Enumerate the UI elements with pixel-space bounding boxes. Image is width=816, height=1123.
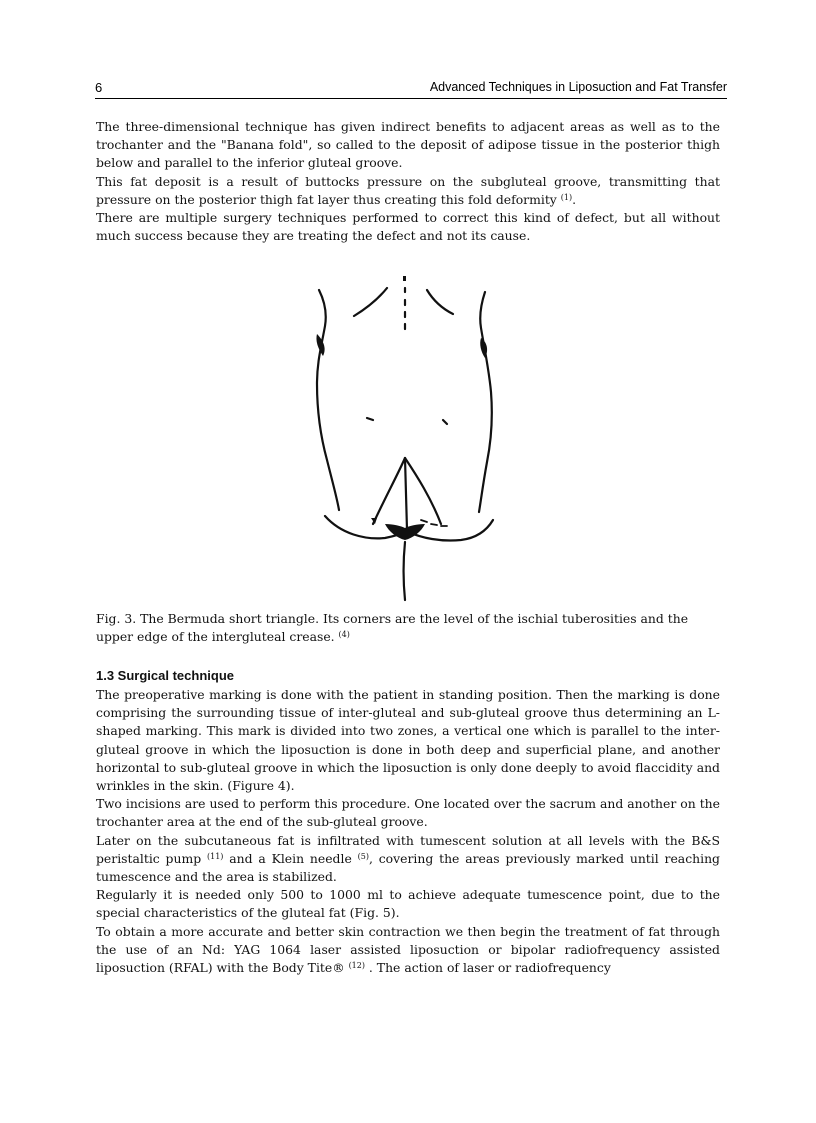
paragraph: The three-dimensional technique has given indirect benefits to adjacent areas as well as to the trochanter and the "Banana fold", so called to the deposit of adipose tissue in the posterior thigh below and parallel to the inferior gluteal groove. xyxy=(96,119,720,171)
citation: (11) xyxy=(206,851,224,861)
paragraph: To obtain a more accurate and better skin contraction we then begin the treatment of fat through the use of an Nd: YAG 1064 laser assisted liposuction or bipolar radiofrequency assisted liposuction (RFAL) with the Body Tite® $^{(12)}$ . The action of laser or radiofrequency xyxy=(96,923,720,976)
paragraph: Regularly it is needed only 500 to 1000 ml to achieve adequate tumescence point, due to the special characteristics of the gluteal fat (Fig. 5). xyxy=(96,887,720,921)
running-header xyxy=(95,80,727,99)
page-number: 6 xyxy=(95,80,103,95)
paragraph: There are multiple surgery techniques performed to correct this kind of defect, but all without much success because they are treating the defect and not its cause. xyxy=(96,210,720,244)
paragraph: This fat deposit is a result of buttocks pressure on the subgluteal groove, transmitting that pressure on the posterior thigh fat layer thus creating this fold deformity $^{(1)}$. xyxy=(96,173,720,207)
paragraph: Two incisions are used to perform this procedure. One located over the sacrum and another on the trochanter area at the end of the sub-gluteal groove. xyxy=(96,796,720,830)
paragraph: Later on the subcutaneous fat is infiltrated with tumescent solution at all levels with the B&S peristaltic pump $^{(11)}$ and a Klein needle $^{(5)}$, covering the areas previously marked until reaching tumescence and the area is stabilized. xyxy=(96,832,720,885)
citation: (1) xyxy=(560,192,573,202)
section-heading: 1.3 Surgical technique xyxy=(96,668,234,683)
intro-text xyxy=(96,118,720,245)
citation: (12) xyxy=(348,961,365,971)
citation: (4) xyxy=(338,630,350,640)
book-title: Advanced Techniques in Liposuction and Fat Transfer xyxy=(429,80,727,94)
paragraph: The preoperative marking is done with the patient in standing position. Then the marking is done comprising the surrounding tissue of inter-gluteal and sub-gluteal groove thus determining an L-shaped marking. This mark is divided into two zones, a vertical one which is parallel to the inter-gluteal groove in which the liposuction is done in both deep and superficial plane, and another horizontal to sub-gluteal groove in which the liposuction is only done deeply to avoid flaccidity and wrinkles in the skin. (Figure 4). xyxy=(96,687,720,794)
citation: (5) xyxy=(357,851,369,861)
figure-caption: Fig. 3. The Bermuda short triangle. Its corners are the level of the ischial tuberosities and the upper edge of the intergluteal crease. $^{(4)}$ xyxy=(96,611,689,645)
buttocks-line-drawing-icon xyxy=(281,262,536,605)
section-body xyxy=(96,686,720,977)
